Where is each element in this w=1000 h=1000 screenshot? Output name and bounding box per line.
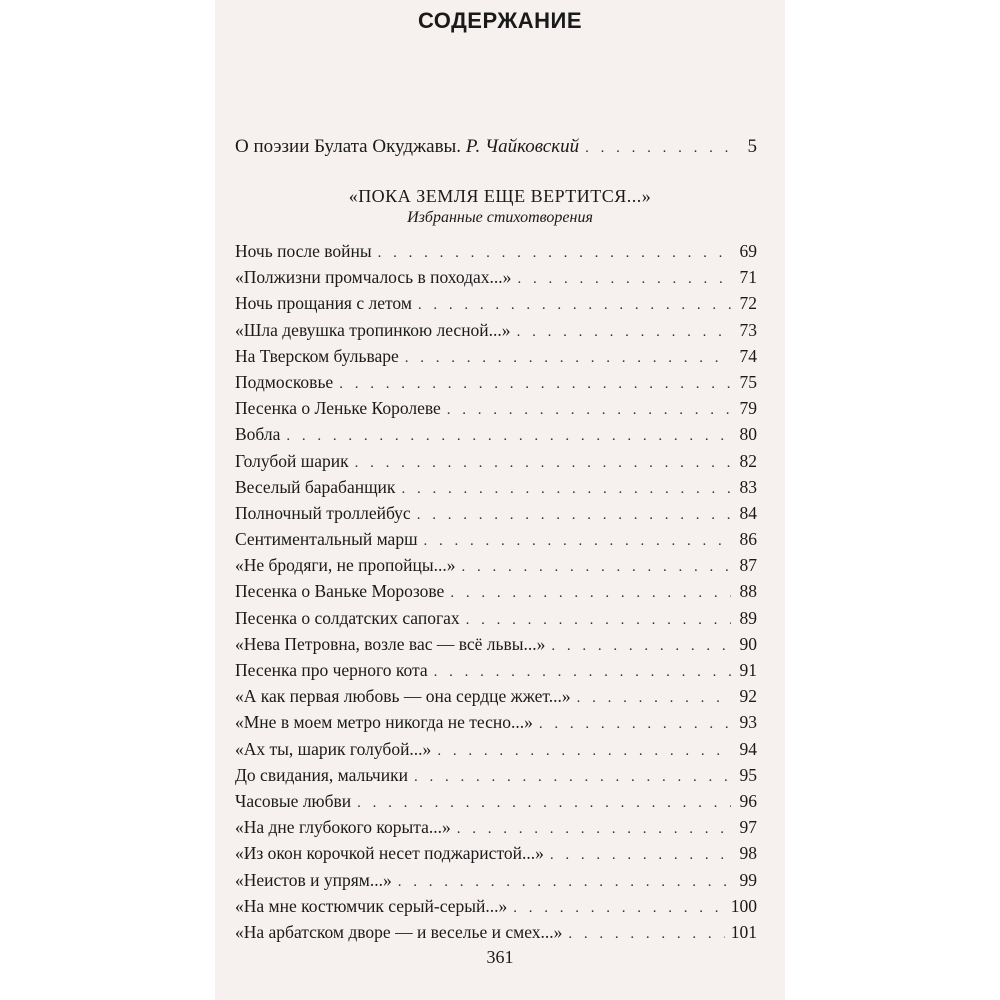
dot-leader xyxy=(450,580,731,606)
toc-row xyxy=(235,657,757,683)
dot-leader xyxy=(286,423,731,449)
toc-entry-page: 79 xyxy=(739,398,757,419)
dot-leader xyxy=(447,397,731,423)
toc-row xyxy=(235,264,757,290)
toc-row xyxy=(235,578,757,604)
toc-row xyxy=(235,762,757,788)
toc-entry-page: 97 xyxy=(739,817,757,838)
dot-leader xyxy=(437,738,731,764)
toc-entry-page: 5 xyxy=(747,136,757,157)
dot-leader xyxy=(585,135,731,161)
toc-entry-title: «Не бродяги, не пропойцы...» xyxy=(235,555,456,576)
toc-entry-title: Ночь после войны xyxy=(235,241,372,261)
toc-row xyxy=(235,605,757,631)
toc-row xyxy=(235,814,757,840)
toc-entry-page: 93 xyxy=(739,712,757,733)
toc-entry-page: 80 xyxy=(739,424,757,445)
toc-entry-title: Ночь прощания с летом xyxy=(235,293,412,314)
dot-leader xyxy=(466,607,731,633)
dot-leader xyxy=(401,476,731,502)
toc-row xyxy=(235,526,757,552)
dot-leader xyxy=(568,921,724,947)
toc-entry-title: «На арбатском дворе — и веселье и смех...» xyxy=(235,921,563,942)
intro-title: О поэзии Булата Окуджавы. xyxy=(235,136,466,157)
toc-entry-title: Песенка о Ваньке Морозове xyxy=(235,581,445,602)
toc-row xyxy=(235,788,757,814)
toc-entry-page: 94 xyxy=(739,738,757,759)
toc-entry-title: Песенка о солдатских сапогах xyxy=(235,607,460,628)
dot-leader xyxy=(551,633,731,659)
intro-author: Р. Чайковский xyxy=(465,136,580,157)
toc-entry-title: «На мне костюмчик серый-серый...» xyxy=(235,895,508,916)
toc-row xyxy=(235,448,757,474)
dot-leader xyxy=(550,842,731,868)
toc-row xyxy=(235,134,757,160)
toc-entry-title: «На дне глубокого корыта...» xyxy=(235,817,451,838)
toc-entry-page: 96 xyxy=(739,790,757,811)
toc-entry-page: 88 xyxy=(739,581,757,602)
dot-leader xyxy=(517,266,731,292)
toc-entry-page: 72 xyxy=(739,293,757,314)
dot-leader xyxy=(405,345,731,371)
toc-row xyxy=(235,867,757,893)
toc-row xyxy=(235,919,757,945)
toc-entry-title: Подмосковье xyxy=(235,371,334,392)
toc-entry-title: «Полжизни промчалось в походах...» xyxy=(235,267,512,288)
toc-entry-page: 73 xyxy=(739,319,757,340)
dot-leader xyxy=(339,371,731,397)
toc-row xyxy=(235,736,757,762)
toc-entry-title: «А как первая любовь — она сердце жжет...» xyxy=(235,686,571,707)
dot-leader xyxy=(513,895,725,921)
toc-row xyxy=(235,290,757,316)
toc-entry-title: Часовые любви xyxy=(235,790,352,811)
toc-row xyxy=(235,631,757,657)
toc-entry-page: 84 xyxy=(739,502,757,523)
toc-row xyxy=(235,474,757,500)
toc-entry-title: Голубой шарик xyxy=(235,450,349,471)
toc-entry-page: 91 xyxy=(739,660,757,680)
toc-entry-page: 100 xyxy=(730,895,757,916)
toc-row xyxy=(235,840,757,866)
toc-entry-title: Вобла xyxy=(235,424,281,445)
toc-entry-page: 86 xyxy=(739,529,757,550)
dot-leader xyxy=(418,292,731,318)
toc-row xyxy=(235,709,757,735)
dot-leader xyxy=(517,319,731,345)
toc-entry-title: «Шла девушка тропинкою лесной...» xyxy=(235,319,511,340)
toc-entry-title: Песенка про черного кота xyxy=(235,660,428,680)
page-title: СОДЕРЖАНИЕ xyxy=(417,8,583,33)
toc-row xyxy=(235,500,757,526)
toc-entry-title: «Нева Петровна, возле вас — всё львы...» xyxy=(235,633,546,654)
dot-leader xyxy=(457,816,731,842)
toc-entry-page: 74 xyxy=(739,345,757,366)
toc-entry-page: 90 xyxy=(739,633,757,654)
toc-entry-title: Песенка о Леньке Королеве xyxy=(235,398,441,419)
toc-row xyxy=(235,683,757,709)
dot-leader xyxy=(355,450,731,476)
toc-entry-title: Полночный троллейбус xyxy=(235,502,411,523)
toc-row xyxy=(235,317,757,343)
toc-entry-title xyxy=(235,134,579,160)
dot-leader xyxy=(378,240,731,266)
toc-entry-page: 71 xyxy=(739,267,757,288)
toc-row xyxy=(235,421,757,447)
toc-entry-title: До свидания, мальчики xyxy=(235,764,408,785)
toc-entry-page: 98 xyxy=(739,843,757,864)
toc-row xyxy=(235,238,757,264)
toc-entry-page: 75 xyxy=(739,371,757,392)
toc-entry-title: На Тверском бульваре xyxy=(235,345,399,366)
dot-leader xyxy=(357,790,731,816)
toc-entry-title: «Неистов и упрям...» xyxy=(235,869,392,890)
intro-entry xyxy=(235,134,757,160)
dot-leader xyxy=(462,554,731,580)
toc-entry-page: 99 xyxy=(739,869,757,890)
dot-leader xyxy=(434,659,731,685)
toc-entry-page: 95 xyxy=(739,764,757,785)
toc-entry-page: 87 xyxy=(739,555,757,576)
dot-leader xyxy=(417,502,731,528)
toc-entry-title: Веселый барабанщик xyxy=(235,476,396,497)
toc-entry-page: 69 xyxy=(739,241,757,261)
toc-entry-page: 89 xyxy=(739,607,757,628)
toc-list xyxy=(235,238,757,945)
section-subtitle: Избранные стихотворения xyxy=(407,209,593,226)
toc-entry-title: «Из окон корочкой несет поджаристой...» xyxy=(235,843,544,864)
dot-leader xyxy=(577,685,731,711)
dot-leader xyxy=(398,869,731,895)
dot-leader xyxy=(424,528,731,554)
toc-entry-title: Сентиментальный марш xyxy=(235,529,418,550)
dot-leader xyxy=(414,764,731,790)
toc-entry-title: «Мне в моем метро никогда не тесно...» xyxy=(235,712,533,733)
toc-row xyxy=(235,552,757,578)
book-page xyxy=(215,0,785,1000)
toc-row xyxy=(235,369,757,395)
toc-entry-page: 82 xyxy=(739,450,757,471)
page-number: 361 xyxy=(486,947,514,967)
toc-entry-title: «Ах ты, шарик голубой...» xyxy=(235,738,432,759)
dot-leader xyxy=(539,711,731,737)
section-title: «ПОКА ЗЕМЛЯ ЕЩЕ ВЕРТИТСЯ...» xyxy=(348,186,652,206)
toc-entry-page: 83 xyxy=(739,476,757,497)
toc-entry-page: 101 xyxy=(730,921,757,942)
toc-entry-page: 92 xyxy=(739,686,757,707)
toc-row xyxy=(235,395,757,421)
toc-row xyxy=(235,343,757,369)
toc-row xyxy=(235,893,757,919)
